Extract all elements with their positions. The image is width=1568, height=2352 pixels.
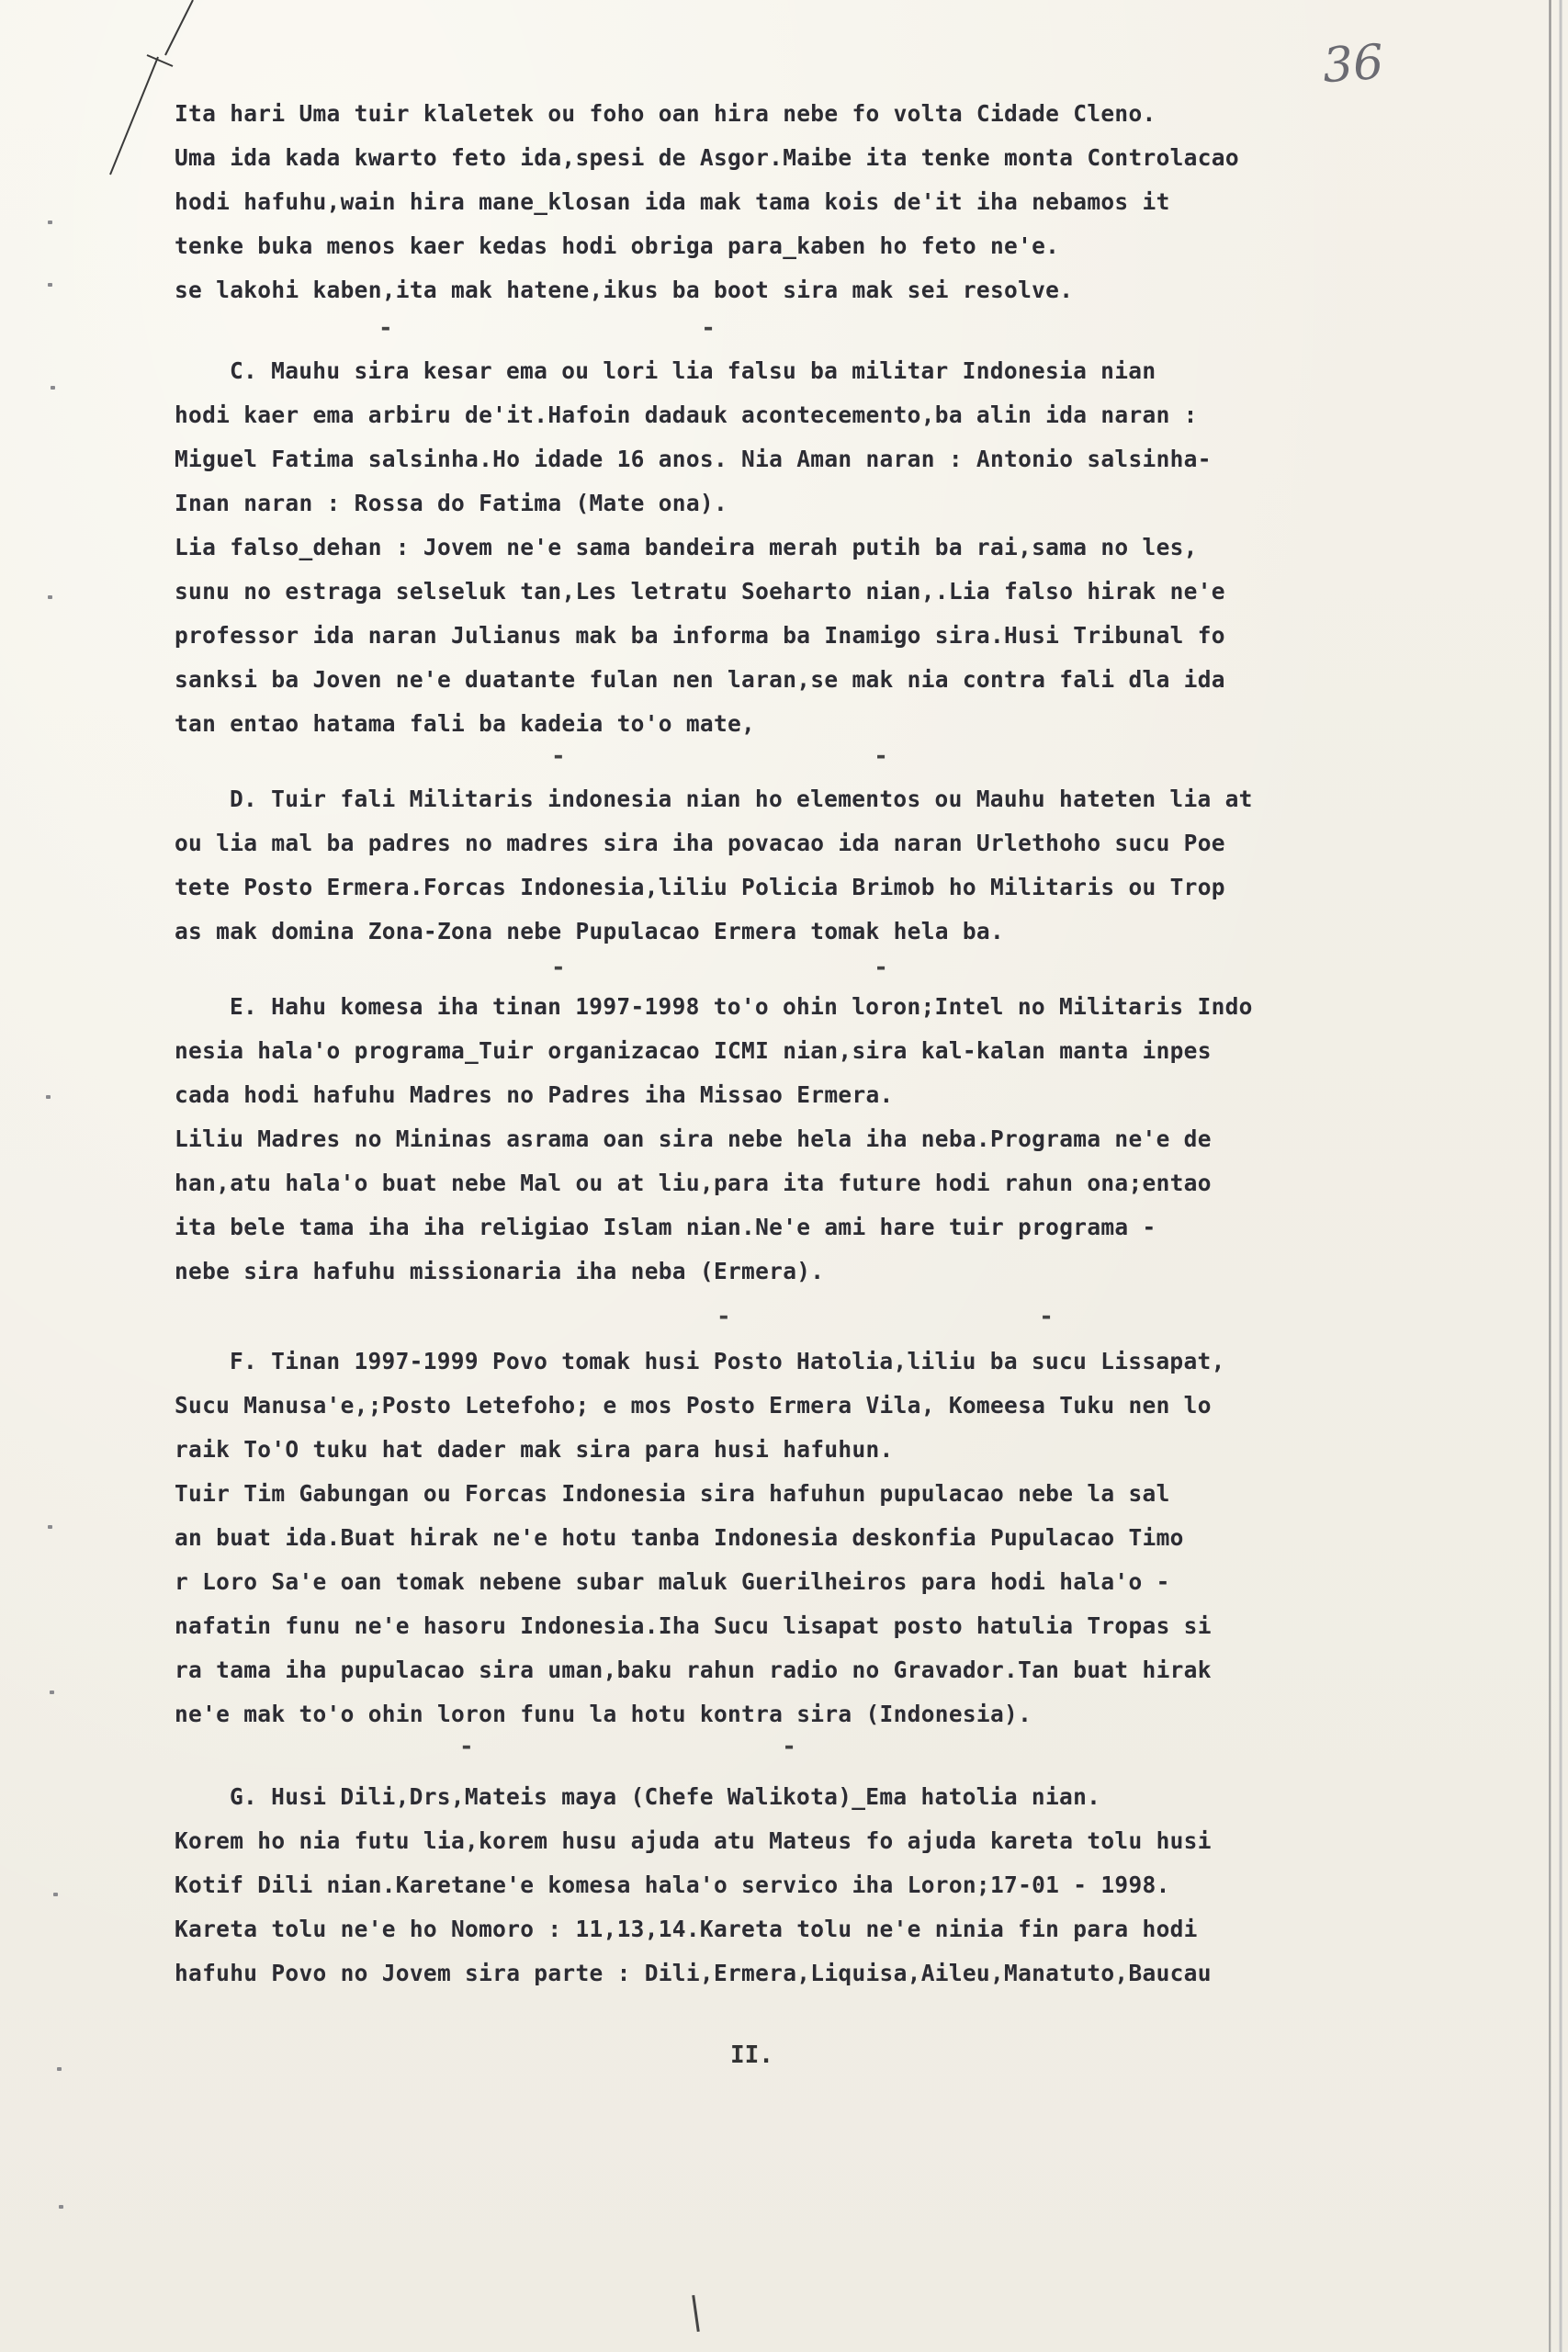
margin-mark (59, 2205, 63, 2209)
text-line: E. Hahu komesa iha tinan 1997-1998 to'o ohin loron;Intel no Militaris Indo (230, 993, 1253, 1020)
separator-marks: - - (551, 954, 1035, 981)
separator-marks: - - (378, 314, 863, 342)
text-line: Kotif Dili nian.Karetane'e komesa hala'o servico iha Loron;17-01 - 1998. (175, 1871, 1170, 1898)
text-line: Sucu Manusa'e,;Posto Letefoho; e mos Posto Ermera Vila, Komeesa Tuku nen lo (175, 1392, 1212, 1419)
text-line: D. Tuir fali Militaris indonesia nian ho elementos ou Mauhu hateten lia at (230, 786, 1253, 812)
separator-marks: - - (551, 742, 1035, 770)
paragraph-intro (175, 92, 1461, 312)
text-line: hodi kaer ema arbiru de'it.Hafoin dadauk acontecemento,ba alin ida naran : (175, 401, 1198, 428)
margin-mark (57, 2067, 62, 2071)
paragraph-e (175, 985, 1461, 1294)
text-line: Uma ida kada kwarto feto ida,spesi de Asgor.Maibe ita tenke monta Controlacao (175, 144, 1239, 171)
text-line: ou lia mal ba padres no madres sira iha povacao ida naran Urlethoho sucu Poe (175, 830, 1225, 856)
text-line: nebe sira hafuhu missionaria iha neba (Ermera). (175, 1258, 825, 1284)
margin-mark (48, 1525, 52, 1529)
text-line: an buat ida.Buat hirak ne'e hotu tanba Indonesia deskonfia Pupulacao Timo (175, 1524, 1184, 1551)
pen-stroke-mark (692, 2295, 700, 2332)
text-line: Miguel Fatima salsinha.Ho idade 16 anos. Nia Aman naran : Antonio salsinha- (175, 446, 1212, 472)
text-line: Liliu Madres no Mininas asrama oan sira nebe hela iha neba.Programa ne'e de (175, 1125, 1212, 1152)
text-line: tete Posto Ermera.Forcas Indonesia,liliu Policia Brimob ho Militaris ou Trop (175, 874, 1225, 900)
text-line: G. Husi Dili,Drs,Mateis maya (Chefe Walikota)_Ema hatolia nian. (230, 1783, 1101, 1810)
text-line: han,atu hala'o buat nebe Mal ou at liu,para ita future hodi rahun ona;entao (175, 1170, 1212, 1196)
text-line: sunu no estraga selseluk tan,Les letratu Soeharto nian,.Lia falso hirak ne'e (175, 578, 1225, 605)
text-line: F. Tinan 1997-1999 Povo tomak husi Posto Hatolia,liliu ba sucu Lissapat, (230, 1348, 1225, 1374)
page-edge-shadow (1550, 0, 1551, 2352)
text-line: tenke buka menos kaer kedas hodi obriga para_kaben ho feto ne'e. (175, 232, 1060, 259)
margin-mark (48, 283, 52, 287)
text-line: ra tama iha pupulacao sira uman,baku rahun radio no Gravador.Tan buat hirak (175, 1657, 1212, 1683)
paragraph-c (175, 349, 1461, 746)
text-line: hafuhu Povo no Jovem sira parte : Dili,Ermera,Liquisa,Aileu,Manatuto,Baucau (175, 1960, 1212, 1986)
text-line: Korem ho nia futu lia,korem husu ajuda atu Mateus fo ajuda kareta tolu husi (175, 1827, 1212, 1854)
text-line: ita bele tama iha iha religiao Islam nian.Ne'e ami hare tuir programa - (175, 1214, 1156, 1240)
text-line: professor ida naran Julianus mak ba informa ba Inamigo sira.Husi Tribunal fo (175, 622, 1225, 649)
handwritten-page-number: 36 (1320, 34, 1386, 95)
text-line: Inan naran : Rossa do Fatima (Mate ona). (175, 490, 728, 516)
margin-mark (48, 595, 52, 599)
text-line: C. Mauhu sira kesar ema ou lori lia falsu ba militar Indonesia nian (230, 357, 1156, 384)
margin-mark (48, 220, 52, 224)
footer-page-marker: II. (730, 2041, 773, 2069)
text-line: se lakohi kaben,ita mak hatene,ikus ba boot sira mak sei resolve. (175, 277, 1074, 303)
text-line: tan entao hatama fali ba kadeia to'o mate, (175, 710, 756, 737)
separator-marks: - - (716, 1303, 1201, 1330)
text-line: nafatin funu ne'e hasoru Indonesia.Iha Sucu lisapat posto hatulia Tropas si (175, 1612, 1212, 1639)
text-line: ne'e mak to'o ohin loron funu la hotu kontra sira (Indonesia). (175, 1701, 1032, 1727)
text-line: sanksi ba Joven ne'e duatante fulan nen laran,se mak nia contra fali dla ida (175, 666, 1225, 693)
margin-mark (51, 386, 55, 390)
separator-marks: - - (459, 1733, 943, 1760)
text-line: nesia hala'o programa_Tuir organizacao ICMI nian,sira kal-kalan manta inpes (175, 1037, 1212, 1064)
paragraph-d (175, 777, 1461, 954)
margin-mark (53, 1893, 58, 1896)
text-line: Tuir Tim Gabungan ou Forcas Indonesia sira hafuhun pupulacao nebe la sal (175, 1480, 1170, 1507)
paragraph-g (175, 1775, 1461, 1996)
torn-right-edge (1513, 0, 1568, 2352)
text-line: raik To'O tuku hat dader mak sira para husi hafuhun. (175, 1436, 894, 1463)
margin-mark (50, 1690, 54, 1694)
paragraph-f (175, 1340, 1461, 1736)
text-line: hodi hafuhu,wain hira mane_klosan ida mak tama kois de'it iha nebamos it (175, 188, 1170, 215)
text-line: cada hodi hafuhu Madres no Padres iha Missao Ermera. (175, 1081, 894, 1108)
margin-mark (46, 1095, 51, 1099)
text-line: Lia falso_dehan : Jovem ne'e sama bandeira merah putih ba rai,sama no les, (175, 534, 1198, 560)
text-line: Kareta tolu ne'e ho Nomoro : 11,13,14.Kareta tolu ne'e ninia fin para hodi (175, 1916, 1198, 1942)
text-line: as mak domina Zona-Zona nebe Pupulacao Ermera tomak hela ba. (175, 918, 1005, 944)
text-line: Ita hari Uma tuir klaletek ou foho oan hira nebe fo volta Cidade Cleno. (175, 100, 1156, 127)
text-line: r Loro Sa'e oan tomak nebene subar maluk Guerilheiros para hodi hala'o - (175, 1568, 1170, 1595)
